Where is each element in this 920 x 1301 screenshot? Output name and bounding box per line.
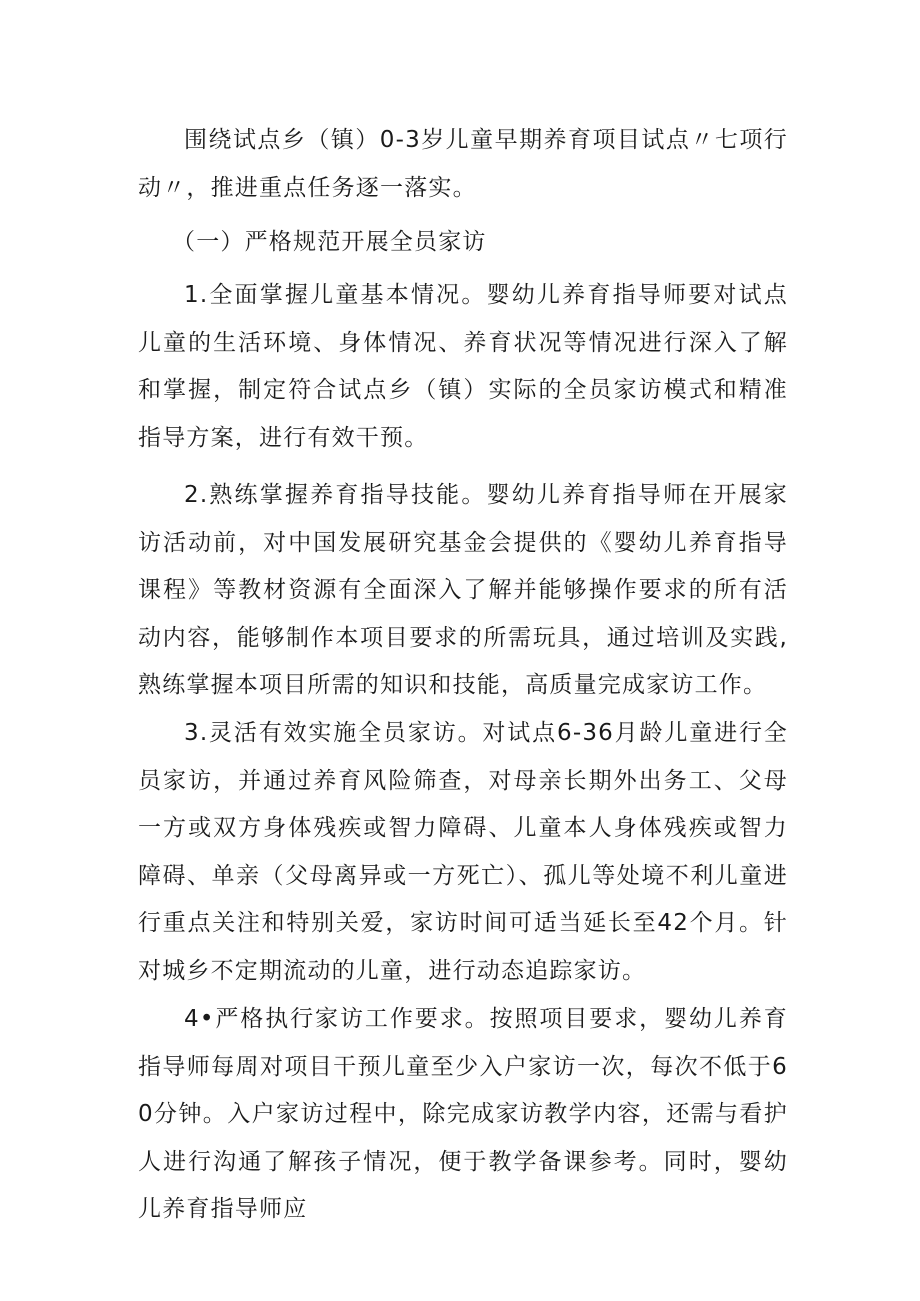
paragraph-intro: 围绕试点乡（镇）0-3岁儿童早期养育项目试点〃七项行动〃，推进重点任务逐一落实。 [138,127,788,201]
paragraph-item-1: 1.全面掌握儿童基本情况。婴幼儿养育指导师要对试点儿童的生活环境、身体情况、养育状况等情况进行深入了解和掌握，制定符合试点乡（镇）实际的全员家访模式和精准指导方案，进行有效干预。 [138,282,788,451]
paragraph-item-2: 2.熟练掌握养育指导技能。婴幼儿养育指导师在开展家访活动前，对中国发展研究基金会提供的《婴幼儿养育指导课程》等教材资源有全面深入了解并能够操作要求的所有活动内容，能够制作本项目要求的所需玩具，通过培训及实践,熟练掌握本项目所需的知识和技能，高质量完成家访工作。 [138,482,788,699]
section-heading-home-visits: （一）严格规范开展全员家访 [172,229,487,255]
paragraph-item-3: 3.灵活有效实施全员家访。对试点6-36月龄儿童进行全员家访，并通过养育风险筛查，对母亲长期外出务工、父母一方或双方身体残疾或智力障碍、儿童本人身体残疾或智力障碍、单亲（父母离异或一方死亡）、孤儿等处境不利儿童进行重点关注和特别关爱，家访时间可适当延长至42个月。针对城乡不定期流动的儿童，进行动态追踪家访。 [138,720,788,984]
paragraph-item-4: 4•严格执行家访工作要求。按照项目要求，婴幼儿养育指导师每周对项目干预儿童至少入户家访一次，每次不低于60分钟。入户家访过程中，除完成家访教学内容，还需与看护人进行沟通了解孩子情况，便于教学备课参考。同时，婴幼儿养育指导师应 [138,1006,788,1223]
